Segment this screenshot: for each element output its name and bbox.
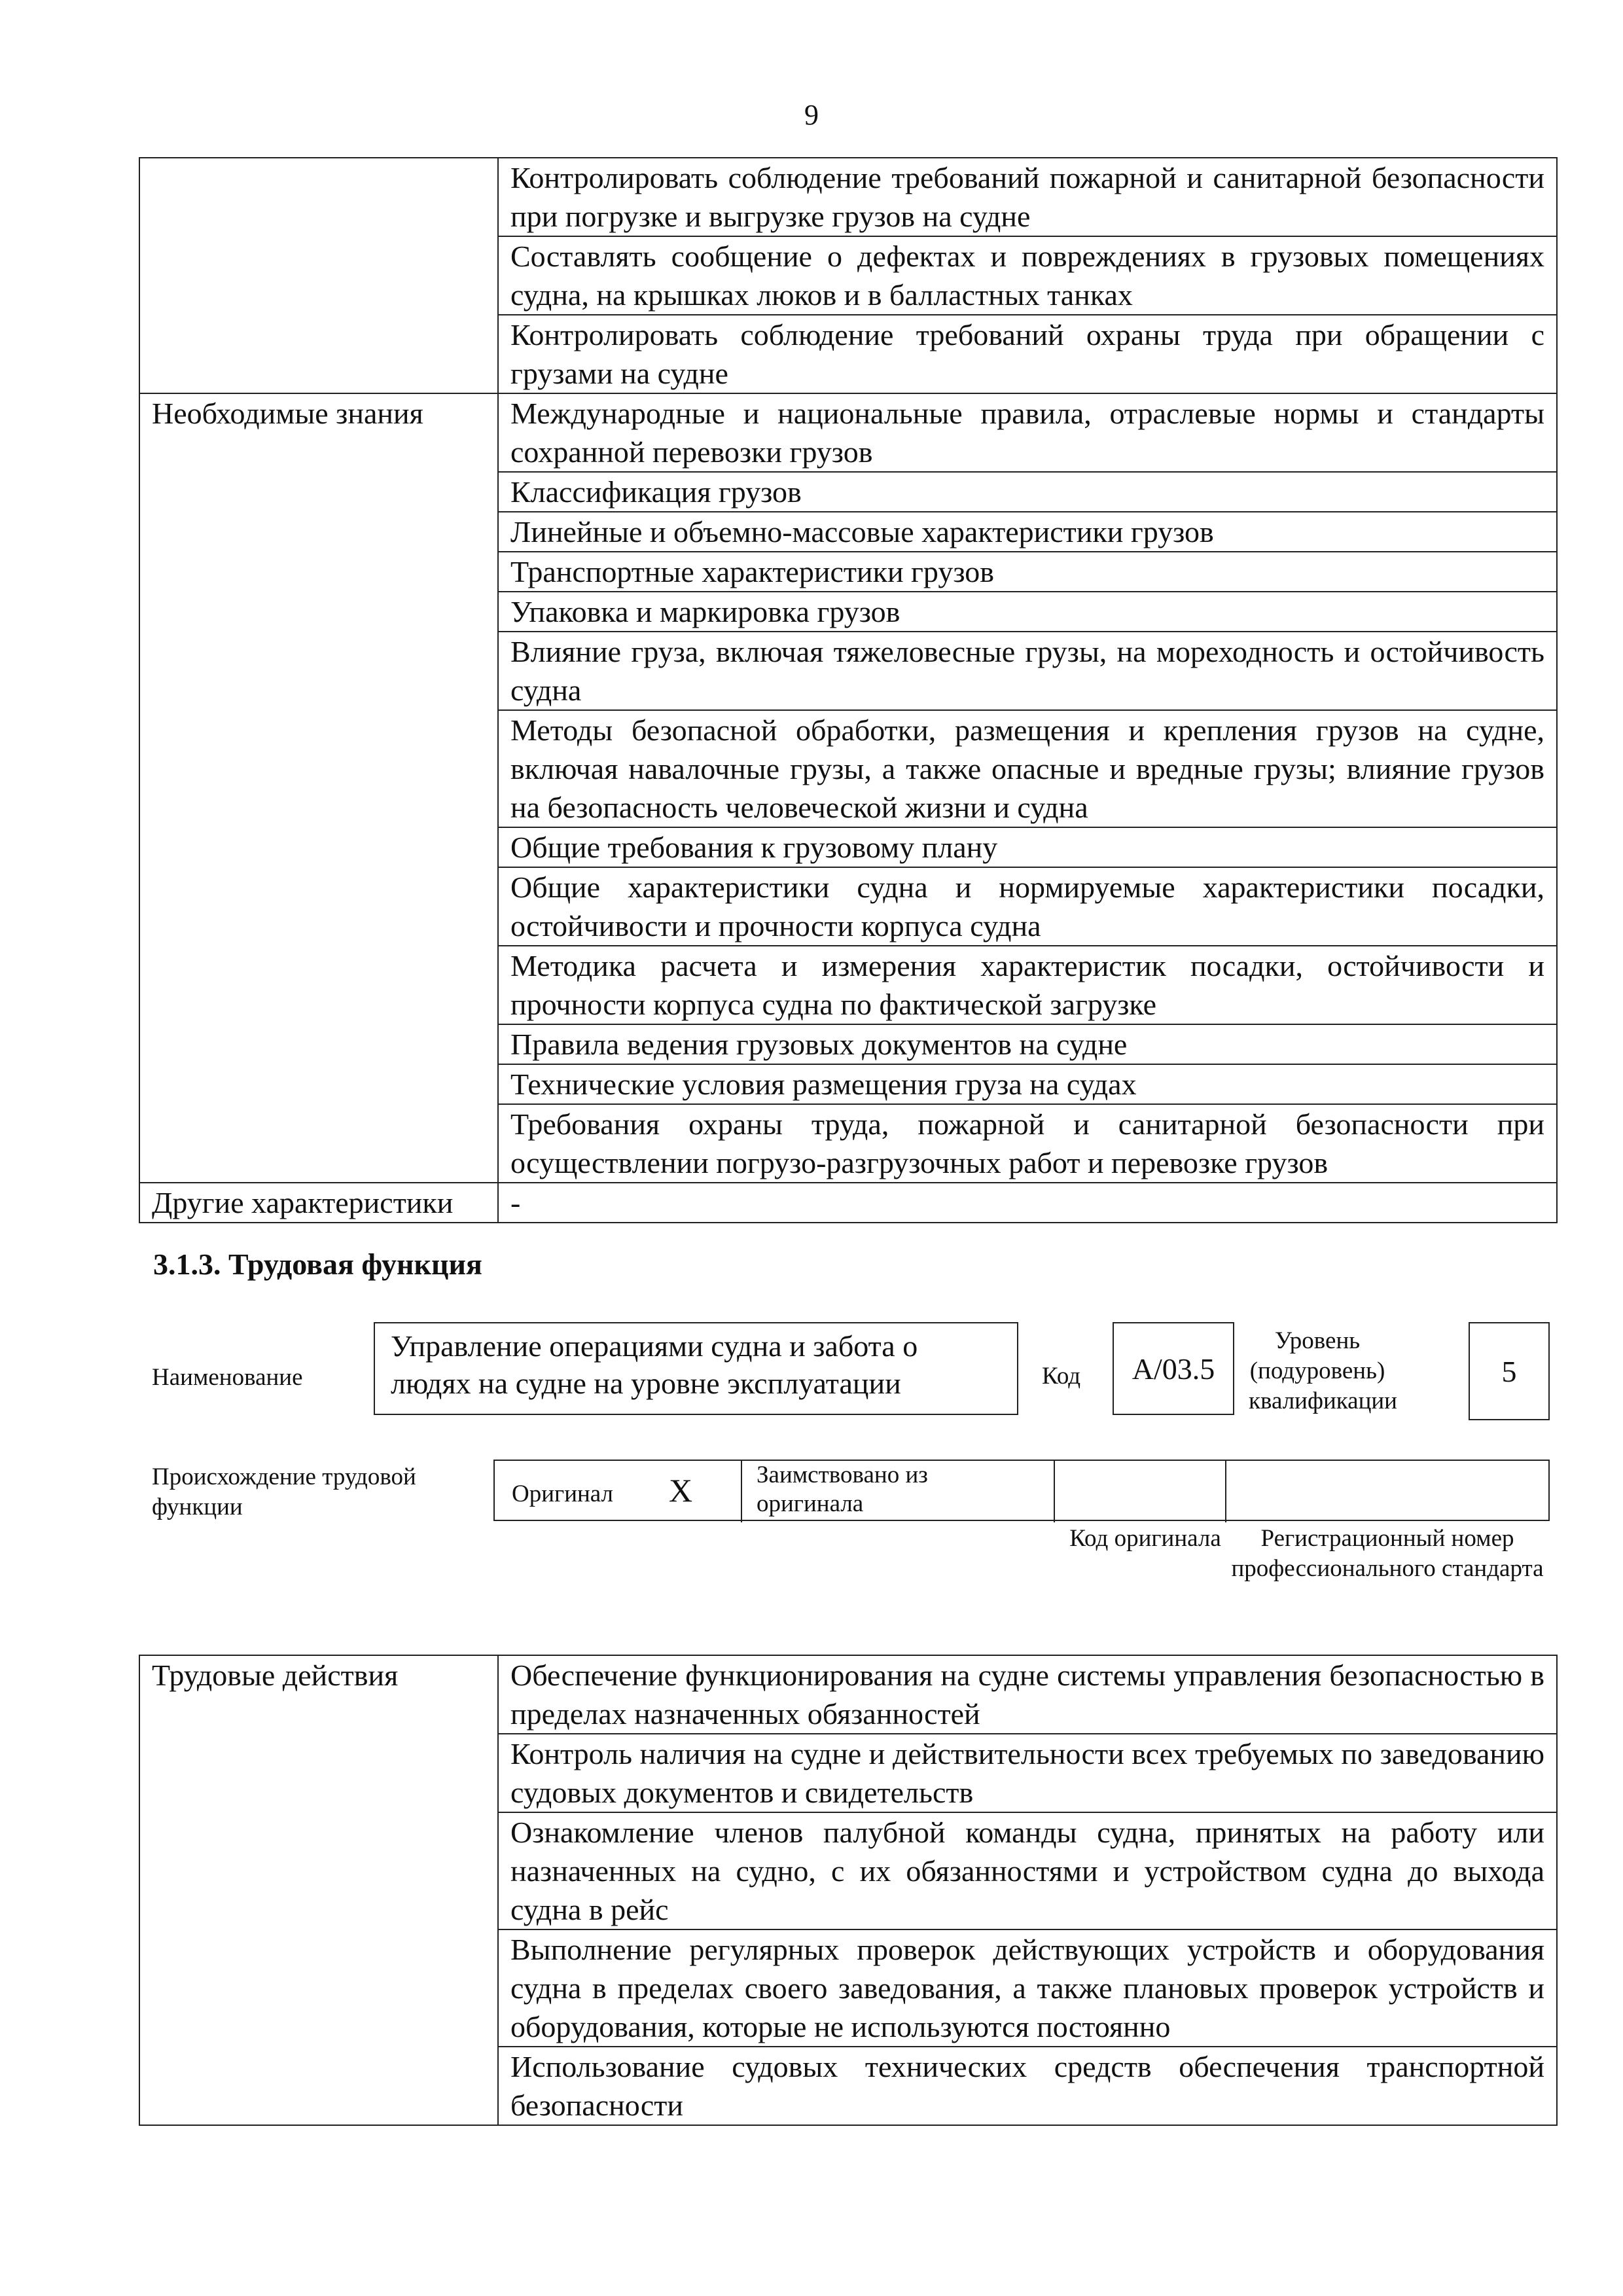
competency-table: [139, 157, 1558, 1223]
list-item: Общие характеристики судна и нормируемые характеристики посадки, остойчивости и прочности корпуса судна: [498, 867, 1557, 946]
divider: [1225, 1461, 1226, 1522]
list-item: Требования охраны труда, пожарной и санитарной безопасности при осуществлении погрузо-разгрузочных работ и перевозке грузов: [498, 1104, 1557, 1183]
page-number: 9: [804, 99, 819, 131]
list-item: Международные и национальные правила, отраслевые нормы и стандарты сохранной перевозки грузов: [498, 393, 1557, 472]
list-item: Классификация грузов: [498, 472, 1557, 512]
origin-label: Происхождение трудовой функции: [152, 1463, 416, 1520]
row-label-required-knowledge: Необходимые знания: [139, 393, 498, 1183]
list-item: Ознакомление членов палубной команды судна, принятых на работу или назначенных на судно, с их обязанностями и устройством судна до выхода судна в рейс: [498, 1812, 1557, 1929]
section-heading: 3.1.3. Трудовая функция: [153, 1247, 482, 1281]
list-item: Составлять сообщение о дефектах и повреждениях в грузовых помещениях судна, на крышках люков и в балластных танках: [498, 236, 1557, 315]
origin-table: [493, 1460, 1550, 1521]
function-name-box: Управление операциями судна и забота о людях на судне на уровне эксплуатации: [374, 1322, 1018, 1415]
code-value-box: A/03.5: [1113, 1322, 1234, 1415]
row-label: [139, 158, 498, 393]
row-label-labor-actions: Трудовые действия: [139, 1655, 498, 2125]
list-item: Контролировать соблюдение требований охраны труда при обращении с грузами на судне: [498, 315, 1557, 393]
divider: [741, 1461, 742, 1522]
list-item: -: [498, 1183, 1557, 1223]
list-item: Правила ведения грузовых документов на судне: [498, 1024, 1557, 1064]
list-item: Линейные и объемно-массовые характеристики грузов: [498, 512, 1557, 552]
list-item: Упаковка и маркировка грузов: [498, 592, 1557, 632]
borrowed-label: Заимствовано из оригинала: [757, 1462, 928, 1517]
table-row: [139, 393, 1557, 472]
table-row: [139, 1655, 1557, 1734]
divider: [1054, 1461, 1055, 1522]
level-value-box: 5: [1469, 1322, 1550, 1420]
list-item: Влияние груза, включая тяжеловесные грузы, на мореходность и остойчивость судна: [498, 632, 1557, 710]
level-label: Уровень (подуровень) квалификации: [1249, 1327, 1397, 1414]
list-item: Использование судовых технических средств обеспечения транспортной безопасности: [498, 2047, 1557, 2125]
list-item: Выполнение регулярных проверок действующих устройств и оборудования судна в пределах своего заведования, а также плановых проверок устройств и оборудования, которые не используются постоянно: [498, 1929, 1557, 2047]
list-item: Методы безопасной обработки, размещения и крепления грузов на судне, включая навалочные грузы, а также опасные и вредные грузы; влияние грузов на безопасность человеческой жизни и судна: [498, 710, 1557, 827]
code-label: Код: [1042, 1363, 1081, 1390]
row-label-other-characteristics: Другие характеристики: [139, 1183, 498, 1223]
list-item: Обеспечение функционирования на судне системы управления безопасностью в пределах назначенных обязанностей: [498, 1655, 1557, 1734]
list-item: Технические условия размещения груза на судах: [498, 1064, 1557, 1104]
list-item: Транспортные характеристики грузов: [498, 552, 1557, 592]
table-row: [139, 1183, 1557, 1223]
original-label: Оригинал: [512, 1480, 614, 1507]
registration-number-caption: Регистрационный номер профессионального стандарта: [1231, 1525, 1544, 1582]
list-item: Контролировать соблюдение требований пожарной и санитарной безопасности при погрузке и выгрузке грузов на судне: [498, 158, 1557, 236]
list-item: Контроль наличия на судне и действительности всех требуемых по заведованию судовых документов и свидетельств: [498, 1734, 1557, 1812]
name-label: Наименование: [152, 1364, 303, 1391]
labor-actions-table: [139, 1655, 1558, 2126]
code-original-caption: Код оригинала: [1069, 1525, 1221, 1552]
table-row: [139, 158, 1557, 236]
list-item: Общие требования к грузовому плану: [498, 827, 1557, 867]
original-mark: X: [669, 1472, 693, 1509]
list-item: Методика расчета и измерения характеристик посадки, остойчивости и прочности корпуса судна по фактической загрузке: [498, 946, 1557, 1024]
